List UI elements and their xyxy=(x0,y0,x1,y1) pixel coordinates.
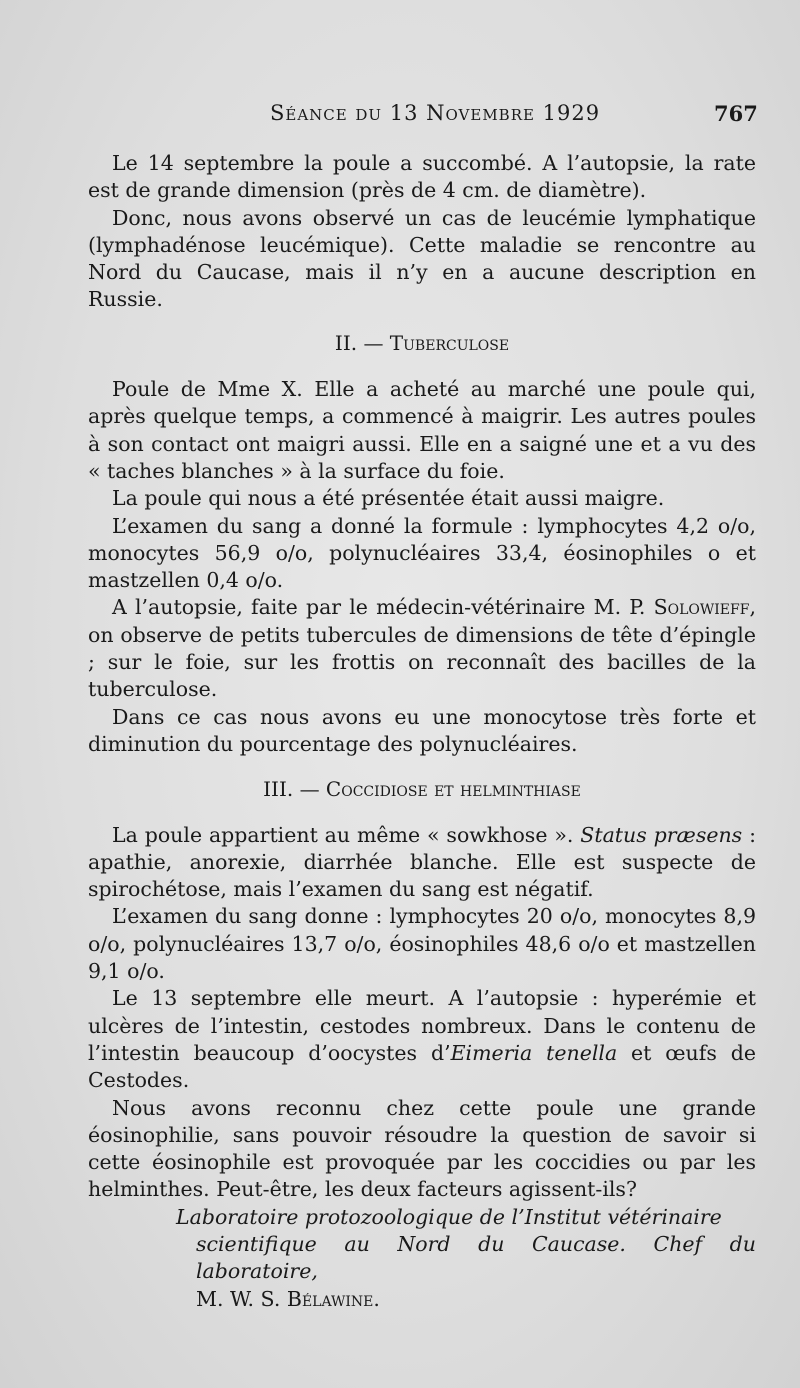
text-run: A l’autopsie, faite par le médecin-vétérinaire M. P. xyxy=(112,595,646,620)
running-header: Séance du 13 Novembre 1929 xyxy=(270,101,601,125)
italic-term: Status præsens xyxy=(580,822,743,847)
paragraph xyxy=(88,594,756,703)
author-name: Bélawine. xyxy=(286,1286,380,1311)
signature-line: Laboratoire protozoologique de l’Institut vétérinaire xyxy=(176,1204,722,1229)
paragraph: L’examen du sang a donné la formule : lymphocytes 4,2 o/o, monocytes 56,9 o/o, polynucléaires 33,4, éosinophiles o et mastzellen 0,4 o/o. xyxy=(88,513,756,593)
body-text xyxy=(88,150,756,1313)
paragraph: Dans ce cas nous avons eu une monocytose très forte et diminution du pourcentage des polynucléaires. xyxy=(88,704,756,756)
text-run: Le 13 septembre elle meurt. A l’autopsie : hyperémie et ulcères de l’intestin, cestodes nombreux. Dans le contenu de l’intestin beaucoup d’oocystes d’ xyxy=(88,986,756,1065)
paragraph: Nous avons reconnu chez cette poule une grande éosinophilie, sans pouvoir résoudre la question de savoir si cette éosinophile est provoquée par les coccidies ou par les helminthes. Peut-être, les deux facteurs agissent-ils? xyxy=(88,1095,756,1202)
paragraph: Le 14 septembre la poule a succombé. A l’autopsie, la rate est de grande dimension (près de 4 cm. de diamètre). xyxy=(88,151,756,203)
paragraph: L’examen du sang donne : lymphocytes 20 o/o, monocytes 8,9 o/o, polynucléaires 13,7 o/o, éosinophiles 48,6 o/o et mastzellen 9,1 o/o. xyxy=(88,904,756,984)
person-name: Solowieff xyxy=(653,595,750,620)
signature-line: scientifique au Nord du Caucase. Chef du laboratoire, xyxy=(196,1231,756,1284)
text-run: : apathie, anorexie, diarrhée blanche. Elle est suspecte de spirochétose, mais l’examen du sang est négatif. xyxy=(88,822,756,902)
text-run: , on observe de petits tubercules de dimensions de tête d’épingle ; sur le foie, sur les frottis on reconnaît des bacilles de la tuberculose. xyxy=(88,595,756,702)
author-initials: M. W. S. xyxy=(196,1286,287,1311)
page-number: 767 xyxy=(714,101,758,126)
paragraph xyxy=(88,985,756,1094)
paragraph: Donc, nous avons observé un cas de leucémie lymphatique (lymphadénose leucémique). Cette maladie se rencontre au Nord du Caucase, mais il n’y en a aucune description en Russie. xyxy=(88,205,756,312)
signature-author xyxy=(88,1286,756,1313)
paragraph: Poule de Mme X. Elle a acheté au marché une poule qui, après quelque temps, a commencé à maigrir. Les autres poules à son contact ont maigri aussi. Elle en a saigné une et a vu des « taches blanches » à la surface du foie. xyxy=(88,377,756,483)
paragraph xyxy=(88,822,756,904)
section-heading-coccidiose: III. — Coccidiose et helminthiase xyxy=(263,777,581,802)
section-heading-tuberculose: II. — Tuberculose xyxy=(334,330,510,355)
text-run: La poule appartient au même « sowkhose ». xyxy=(112,822,581,847)
species-name: Eimeria tenella xyxy=(450,1040,618,1065)
text-run: et œufs de Cestodes. xyxy=(88,1040,756,1093)
paragraph: La poule qui nous a été présentée était aussi maigre. xyxy=(112,486,665,511)
